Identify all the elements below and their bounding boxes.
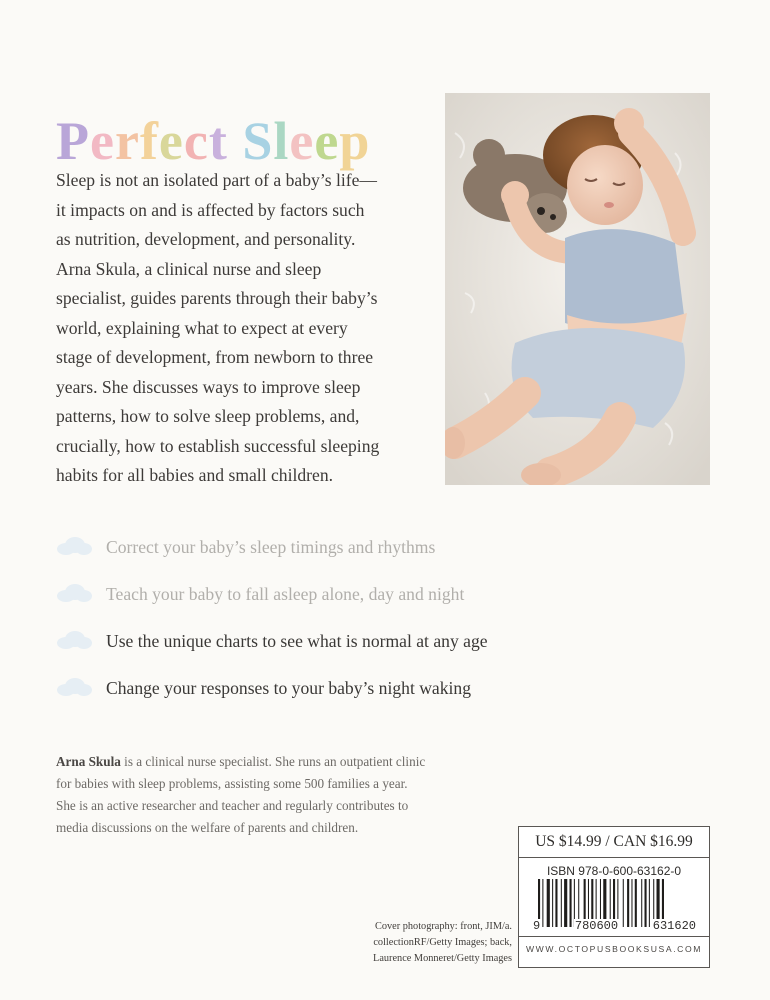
cloud-icon [56,583,92,608]
author-bio [56,751,516,839]
title-letter: e [158,111,184,172]
feature-text: Use the unique charts to see what is normal at any age [106,631,488,651]
description-line: Sleep is not an isolated part of a baby’s life— [56,170,378,190]
feature-text: Correct your baby’s sleep timings and rhythms [106,537,436,557]
publisher-website: WWW.OCTOPUSBOOKSUSA.COM [519,936,709,961]
price-barcode-box [518,826,710,968]
feature-item [56,673,576,720]
bio-line: for babies with sleep problems, assisting some 500 families a year. [56,776,408,791]
credit-line: Cover photography: front, JIM/a. [375,921,512,932]
title-letter: P [56,111,90,172]
title-letter: r [114,111,140,172]
feature-item [56,626,576,673]
description-line: crucially, how to establish successful sleeping [56,435,380,456]
description-line: stage of development, from newborn to three [56,347,374,367]
title-letter: e [289,111,315,172]
author-name: Arna Skula [56,754,121,769]
title-letter: e [314,111,340,172]
sleeping-baby-photo [445,93,710,485]
title-letter: p [339,111,371,172]
bio-line: media discussions on the welfare of parents and children. [56,820,359,835]
feature-item [56,532,576,579]
feature-text: Change your responses to your baby’s night waking [106,678,472,698]
bio-line: is a clinical nurse specialist. She runs an outpatient clinic [120,754,426,769]
title-letter [228,114,243,168]
barcode-digits [532,919,697,933]
description-line: habits for all babies and small children. [56,465,334,485]
title-letter: f [139,111,159,172]
description-line: years. She discusses ways to improve sleep [56,376,361,397]
isbn-label: ISBN 978-0-600-63162-0 [546,864,682,878]
cloud-icon [56,536,92,561]
description-line: patterns, how to solve sleep problems, and, [56,406,360,426]
title-letter: l [273,111,290,172]
cloud-icon [56,630,92,655]
title-letter: t [208,111,228,172]
feature-list [56,532,576,720]
photo-credits [322,919,512,967]
feature-item [56,579,576,626]
description-line: as nutrition, development, and personality. [56,229,356,249]
description-line: Arna Skula, a clinical nurse and sleep [56,258,322,279]
book-description [56,166,416,491]
title-letter: e [90,111,115,172]
book-title [56,111,371,172]
barcode-digit-group: 9 [533,919,541,933]
credit-line: Laurence Monneret/Getty Images [373,953,512,964]
barcode-digit-group: 780600 [574,919,619,933]
description-line: it impacts on and is affected by factors such [56,199,365,220]
title-letter: c [183,111,209,172]
bio-line: She is an active researcher and teacher and regularly contributes to [56,798,409,813]
cloud-icon [56,677,92,702]
description-line: world, explaining what to expect at every [56,317,348,338]
price-label: US $14.99 / CAN $16.99 [519,827,709,858]
feature-text: Teach your baby to fall asleep alone, day and night [106,584,465,604]
credit-line: collectionRF/Getty Images; back, [373,937,512,948]
barcode-digit-group: 631620 [652,919,696,933]
title-letter: S [242,111,274,172]
description-line: specialist, guides parents through their baby’s [56,288,378,308]
